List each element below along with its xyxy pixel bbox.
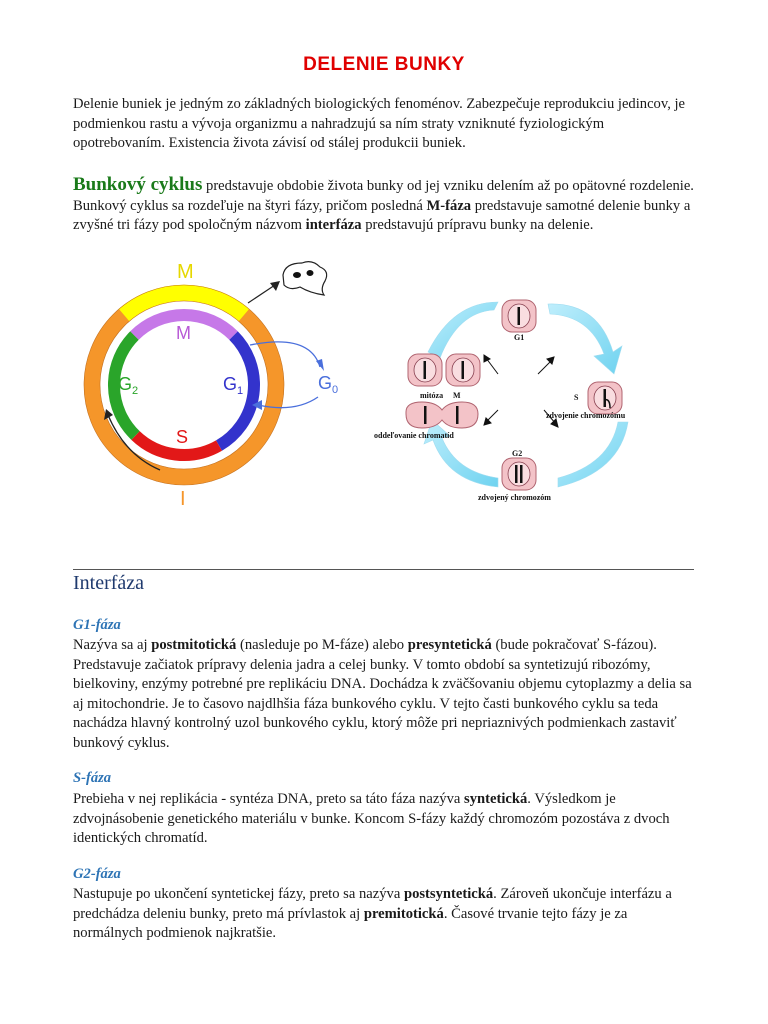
- svg-text:G1: G1: [514, 333, 525, 342]
- cell-mitosis: [408, 354, 480, 386]
- svg-text:zdvojený chromozóm: zdvojený chromozóm: [478, 493, 551, 502]
- section-divider: [73, 569, 694, 570]
- svg-text:zdvojenie chromozómu: zdvojenie chromozómu: [546, 411, 626, 420]
- g2-heading: G2-fáza: [73, 866, 121, 882]
- cycle-paragraph: Bunkový cyklus predstavuje obdobie života bunky od jej vzniku delením až po opätovné rozdelenie. Bunkový cyklus sa rozdeľuje na štyri fázy, pričom posledná M-fáza predstavuje samotné delenie bunky a zvyšné tri fázy pod spoločným názvom interfáza predstavujú prípravu bunky na delenie.: [73, 174, 694, 233]
- cell-g2: [502, 458, 536, 490]
- svg-text:G2: G2: [512, 449, 523, 458]
- g2-paragraph: Nastupuje po ukončení syntetickej fázy, preto sa nazýva postsyntetická. Zároveň ukončuje interfázu a predchádza deleniu bunky, preto má prívlastok aj premitotická. Časové trvanie tejto fázy je za normálnych podmienok najkratšie.: [73, 886, 672, 941]
- section-title-interphase: Interfáza: [73, 572, 145, 594]
- label-g1: $G_1$: [223, 374, 244, 397]
- svg-text:oddeľovanie chromatíd: oddeľovanie chromatíd: [374, 431, 454, 440]
- page-title: DELENIE BUNKY: [303, 54, 465, 75]
- label-g2: $G_2$: [118, 374, 139, 397]
- s-heading: S-fáza: [73, 770, 112, 786]
- g1-paragraph: Nazýva sa aj postmitotická (nasleduje po M-fáze) alebo presyntetická (bude pokračovať S-fázou). Predstavuje začiatok prípravy delenia jadra a celej bunky. V tomto období sa syntetizujú ribozómy, bielkoviny, enzýmy potrebné pre replikáciu DNA. Dochádza k zväčšovaniu objemu cytoplazmy a delia sa aj mitochondrie. Je to časovo najdlhšia fáza bunkového cyklu. V tejto časti bunkového cyklu sa teda nachádza hlavný kontrolný uzol bunkového cyklu, ktorý môže pri nepriaznivých podmienkach zastaviť bunkový cyklus.: [73, 637, 692, 751]
- cycle-arrow-top-left: [428, 302, 498, 358]
- cycle-arrow-top-right: [548, 304, 622, 374]
- label-g0: $G_0$: [318, 373, 339, 396]
- cycle-arrow-bottom-right: [558, 422, 628, 487]
- cell-s: [588, 382, 622, 414]
- interphase-term: interfáza: [305, 217, 362, 233]
- m-phase-term: M-fáza: [426, 197, 472, 214]
- cell-g1: [502, 300, 536, 332]
- label-s: S: [176, 427, 189, 447]
- chromosome-cycle-diagram: [374, 282, 666, 514]
- dividing-cell-sketch: [283, 262, 327, 295]
- cycle-term: Bunkový cyklus: [73, 174, 203, 195]
- svg-text:S: S: [574, 393, 579, 402]
- cell-cycle-ring-diagram: [80, 255, 390, 515]
- g1-heading: G1-fáza: [73, 617, 121, 633]
- label-m-inner: M: [176, 323, 191, 343]
- cell-separating: [406, 402, 478, 428]
- label-m-outer: M: [177, 261, 194, 283]
- s-paragraph: Prebieha v nej replikácia - syntéza DNA, preto sa táto fáza nazýva syntetická. Výsledkom je zdvojnásobenie genetického materiálu v bunke. Koncom S-fázy každý chromozóm pozostáva z dvoch identických chromatíd.: [73, 791, 670, 846]
- svg-text:mitóza: mitóza: [420, 391, 444, 400]
- intro-paragraph: Delenie buniek je jedným zo základných biologických fenoménov. Zabezpečuje reprodukciu jedincov, je podmienkou rastu a vývoja organizmu a nahradzujú sa ním straty vzniknuté fyziologickým opotrebovaním. Existencia života závisí od stálej produkcii buniek.: [73, 96, 686, 151]
- svg-text:M: M: [453, 391, 461, 400]
- label-i: I: [180, 488, 186, 510]
